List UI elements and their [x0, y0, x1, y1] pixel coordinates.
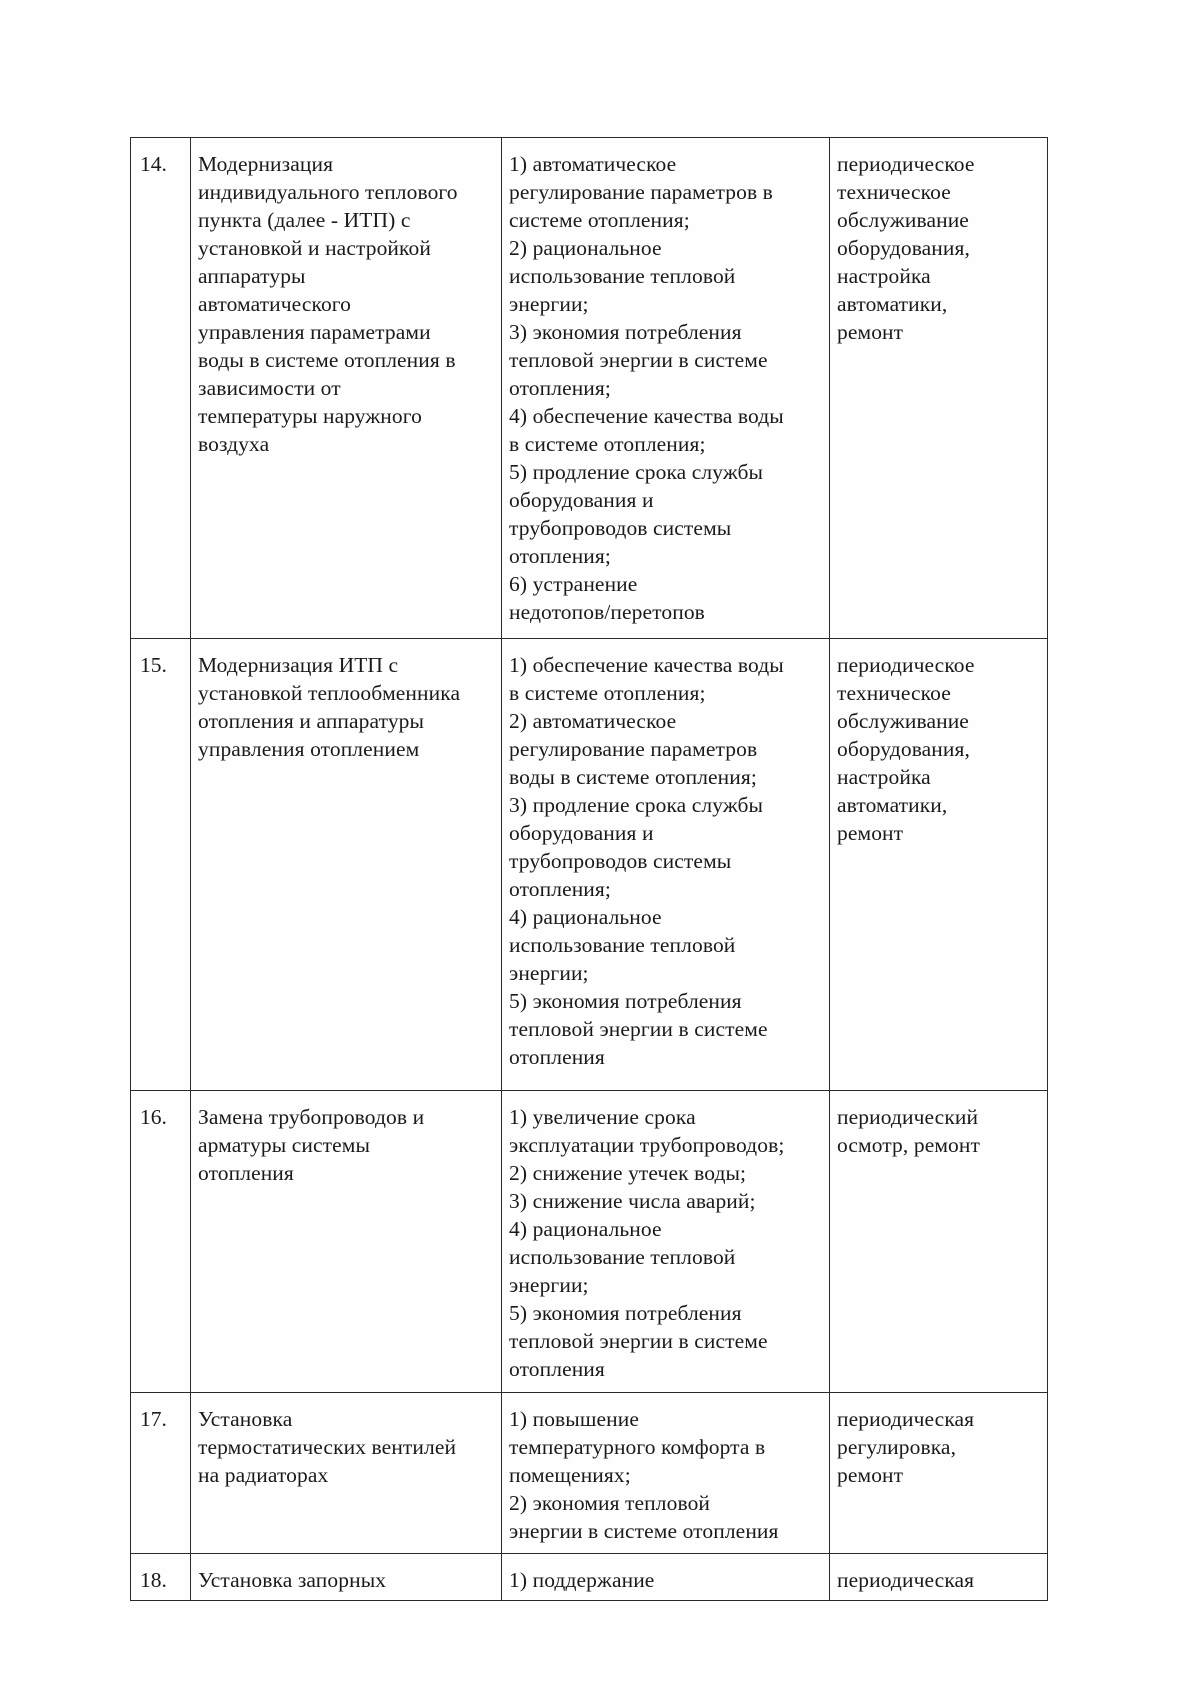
- activity-cell: [191, 1393, 502, 1554]
- service-text: периодическое техническое обслуживание оборудования, настройка автоматики, ремонт: [837, 152, 975, 344]
- table-row: [131, 138, 1048, 639]
- table-row: [131, 1554, 1048, 1601]
- service-cell: [830, 1393, 1048, 1554]
- row-number-cell: [131, 1393, 191, 1554]
- result-cell: [502, 639, 830, 1091]
- service-cell: [830, 639, 1048, 1091]
- service-text: периодическое техническое обслуживание оборудования, настройка автоматики, ремонт: [837, 653, 975, 845]
- result-text: 1) автоматическое регулирование параметров в системе отопления; 2) рациональное использование тепловой энергии; 3) экономия потребления тепловой энергии в системе отопления; 4) обеспечение качества воды в системе отопления; 5) продление срока службы оборудования и трубопроводов системы отопления; 6) устранение недотопов/перетопов: [509, 152, 784, 624]
- row-number: 17.: [140, 1407, 167, 1431]
- table-row: [131, 1393, 1048, 1554]
- result-text: 1) повышение температурного комфорта в помещениях; 2) экономия тепловой энергии в системе отопления: [509, 1407, 779, 1543]
- measures-table: [130, 137, 1048, 1601]
- row-number: 15.: [140, 653, 167, 677]
- activity-cell: [191, 138, 502, 639]
- row-number: 14.: [140, 152, 167, 176]
- result-cell: [502, 1554, 830, 1601]
- result-text: 1) увеличение срока эксплуатации трубопроводов; 2) снижение утечек воды; 3) снижение числа аварий; 4) рациональное использование тепловой энергии; 5) экономия потребления тепловой энергии в системе отопления: [509, 1105, 785, 1381]
- activity-cell: [191, 1091, 502, 1393]
- service-cell: [830, 1554, 1048, 1601]
- row-number: 18.: [140, 1568, 167, 1592]
- result-cell: [502, 138, 830, 639]
- activity-text: Модернизация ИТП с установкой теплообменника отопления и аппаратуры управления отоплением: [198, 653, 461, 761]
- result-cell: [502, 1393, 830, 1554]
- activity-text: Установка термостатических вентилей на радиаторах: [198, 1407, 457, 1487]
- activity-text: Модернизация индивидуального теплового пункта (далее - ИТП) с установкой и настройкой аппаратуры автоматического управления параметрами воды в системе отопления в зависимости от температуры наружного воздуха: [198, 152, 458, 456]
- row-number-cell: [131, 138, 191, 639]
- table-row: [131, 639, 1048, 1091]
- service-text: периодическая: [837, 1568, 975, 1592]
- activity-cell: [191, 1554, 502, 1601]
- activity-cell: [191, 639, 502, 1091]
- result-text: 1) поддержание: [509, 1568, 655, 1592]
- service-cell: [830, 138, 1048, 639]
- row-number-cell: [131, 639, 191, 1091]
- result-text: 1) обеспечение качества воды в системе отопления; 2) автоматическое регулирование параметров воды в системе отопления; 3) продление срока службы оборудования и трубопроводов системы отопления; 4) рациональное использование тепловой энергии; 5) экономия потребления тепловой энергии в системе отопления: [509, 653, 784, 1069]
- service-cell: [830, 1091, 1048, 1393]
- service-text: периодическая регулировка, ремонт: [837, 1407, 975, 1487]
- service-text: периодический осмотр, ремонт: [837, 1105, 981, 1157]
- result-cell: [502, 1091, 830, 1393]
- row-number-cell: [131, 1554, 191, 1601]
- table-row: [131, 1091, 1048, 1393]
- activity-text: Установка запорных: [198, 1568, 387, 1592]
- row-number-cell: [131, 1091, 191, 1393]
- row-number: 16.: [140, 1105, 167, 1129]
- activity-text: Замена трубопроводов и арматуры системы отопления: [198, 1105, 425, 1185]
